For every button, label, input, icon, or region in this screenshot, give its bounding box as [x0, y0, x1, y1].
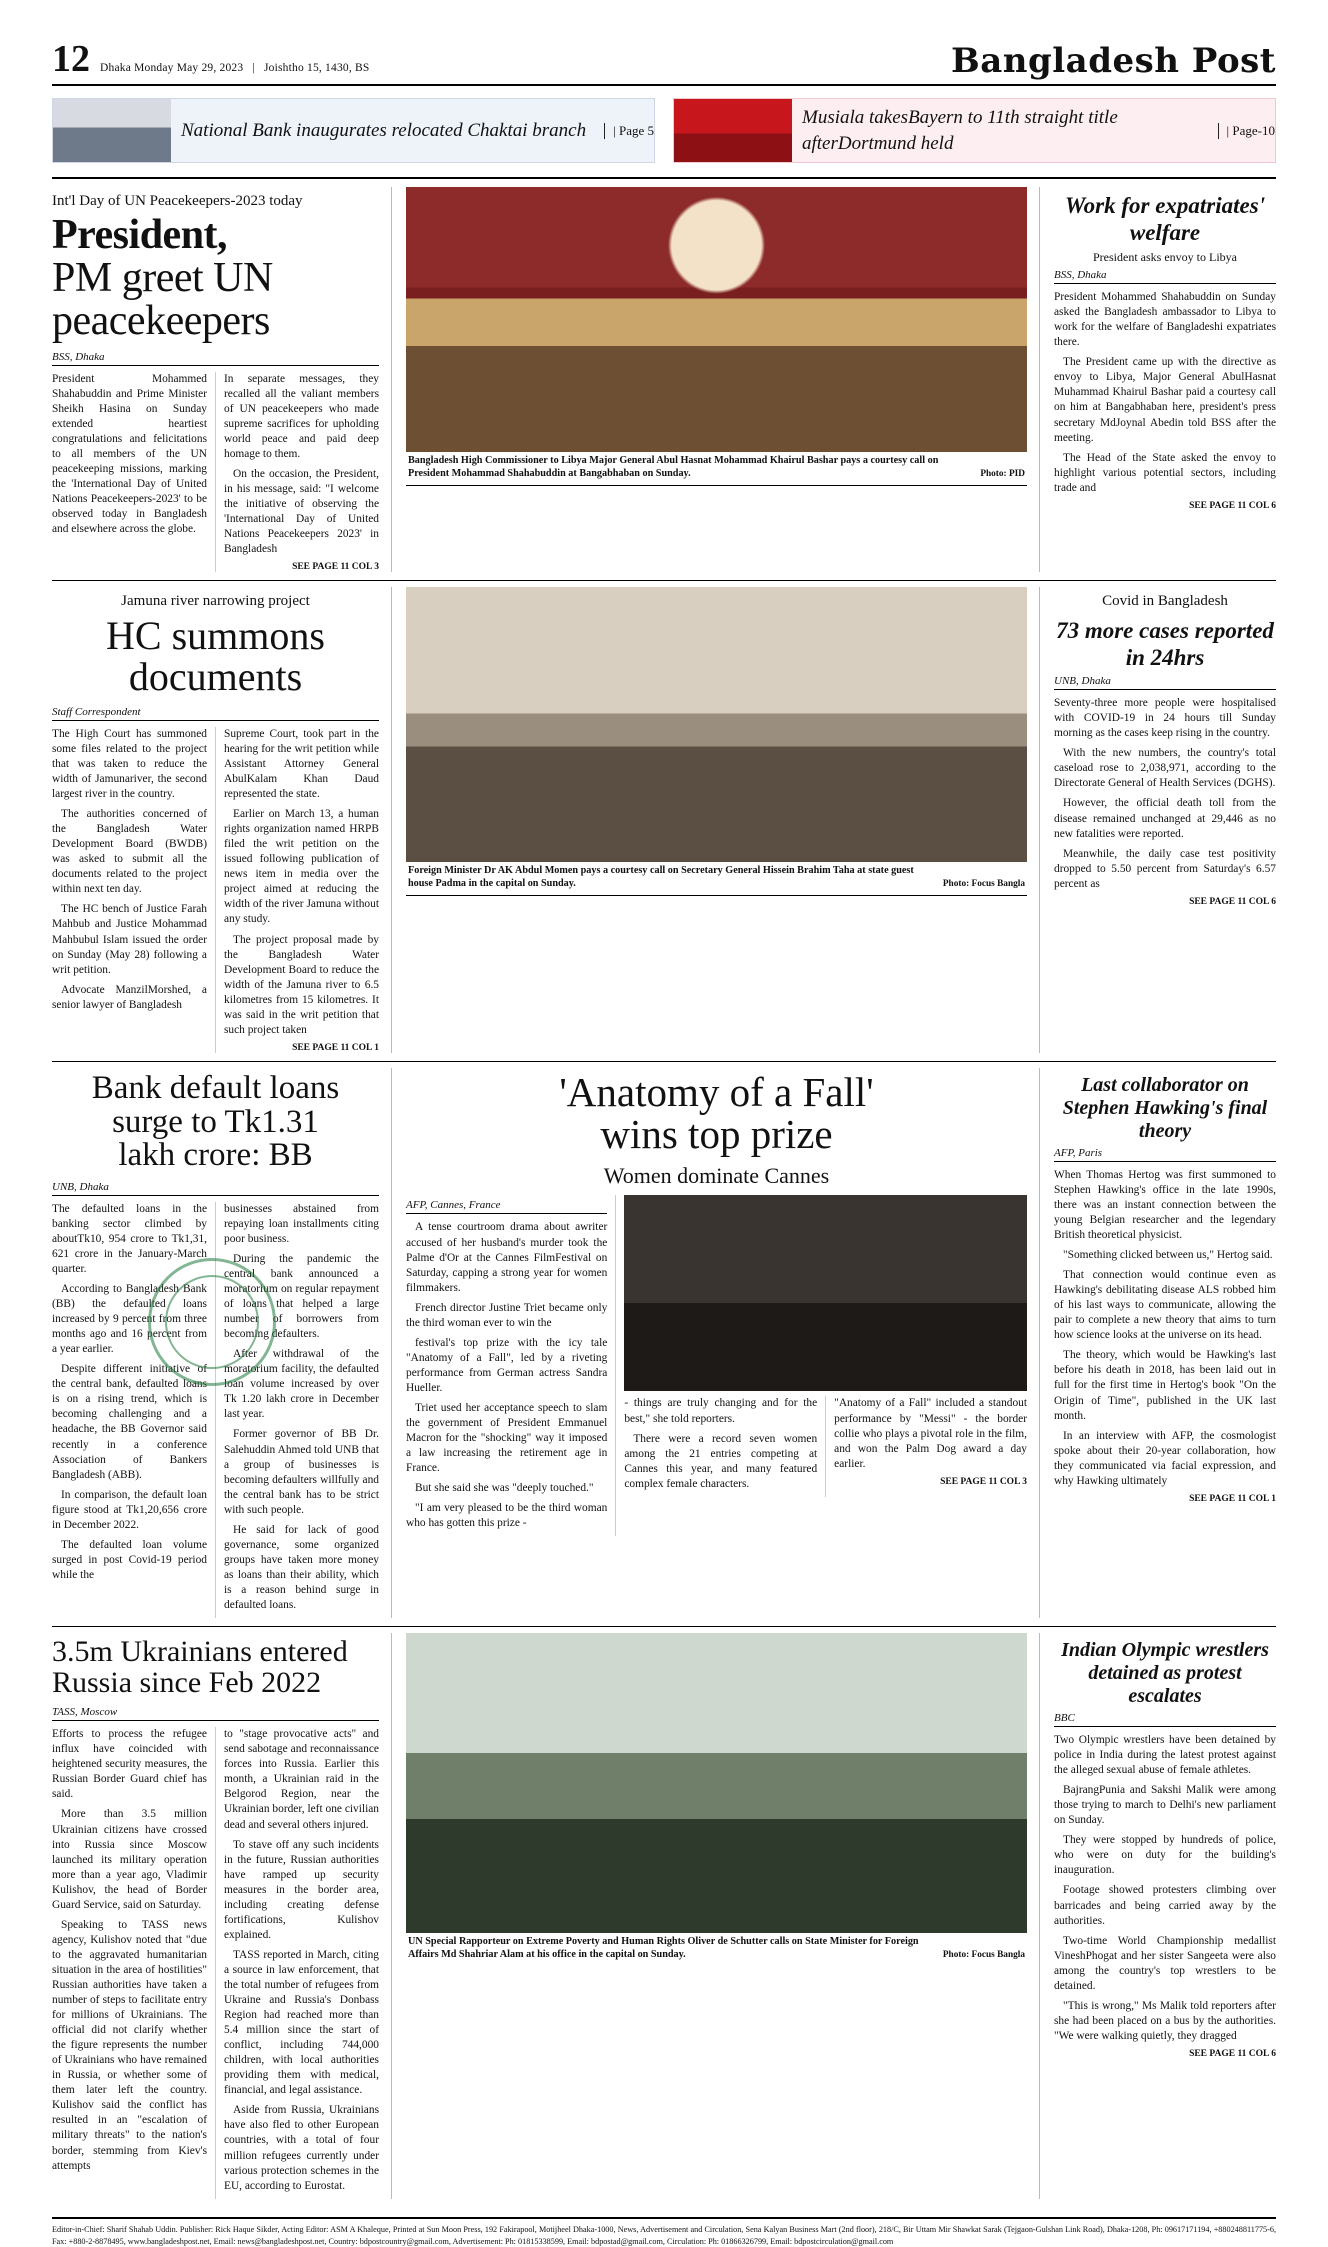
- bank-headline-line2: surge to Tk1.31: [112, 1103, 319, 1140]
- peacekeepers-headline-line3: peacekeepers: [52, 297, 270, 344]
- hawking-p2: "Something clicked between us," Hertog said.: [1063, 1249, 1273, 1262]
- photo-caption-mid-text: Foreign Minister Dr AK Abdul Momen pays a courtesy call on Secretary General Hissein Brahim Taha at state guest house Padma in the capital on Sunday.: [408, 865, 914, 890]
- hc-p7: The project proposal made by the Bangladesh Water Development Board to reduce the width of the Jamuna river to 6.5 kilometres from 15 kilometres. It was said in the writ petition that such project taken: [224, 933, 379, 1036]
- cannes-see-page[interactable]: SEE PAGE 11 COL 3: [940, 1476, 1028, 1487]
- date-separator: |: [252, 62, 255, 74]
- un-rapporteur-meeting-photo: [406, 1633, 1027, 1933]
- expatriates-subhead: President asks envoy to Libya: [1093, 250, 1237, 265]
- hc-body: [52, 727, 379, 1053]
- wrestlers-p1: Two Olympic wrestlers have been detained by police in India during the latest protest against the alleged sexual abuse of female athletes.: [1054, 1734, 1276, 1777]
- story-expatriates: [1054, 187, 1276, 572]
- peacekeepers-kicker: Int'l Day of UN Peacekeepers-2023 today: [52, 193, 303, 210]
- bank-p8: After withdrawal of the moratorium facility, the defaulted loan volume increased by over Tk 1.20 lakh crore in December last year.: [224, 1348, 379, 1421]
- cannes-right: [616, 1195, 1027, 1536]
- photo-block-top: [406, 187, 1040, 572]
- cannes-p5: But she said she was "deeply touched.": [415, 1482, 594, 1495]
- photo-credit-top: Photo: PID: [980, 469, 1025, 480]
- cannes-subhead: Women dominate Cannes: [603, 1163, 830, 1189]
- hc-col2: [216, 727, 379, 1053]
- photo-caption-bottom: [406, 1933, 1027, 1966]
- hc-p4: Advocate ManzilMorshed, a senior lawyer of Bangladesh: [52, 983, 207, 1011]
- covid-p4: Meanwhile, the daily case test positivity dropped to 5.50 percent from Saturday's 6.57 percent as: [1054, 847, 1276, 890]
- peacekeepers-headline-line2: PM greet UN: [52, 255, 273, 302]
- promo-headline-national-bank: National Bank inaugurates relocated Chaktai branch: [181, 119, 587, 141]
- wrestlers-p5: Two-time World Championship medallist VineshPhogat and her sister Sangeeta were also among the country's top wrestlers to be detained.: [1054, 1934, 1276, 1992]
- row-bottom: [52, 1626, 1276, 2207]
- story-covid: [1054, 587, 1276, 1053]
- row-top: [52, 187, 1276, 580]
- hawking-headline: Last collaborator on Stephen Hawking's final theory: [1062, 1073, 1268, 1142]
- expatriates-body: [1054, 290, 1276, 511]
- peacekeepers-p3: On the occasion, the President, in his message, said: "I welcome the initiative of observing the 'International Day of United Nations Peacekeepers 2023' in Bangladesh: [224, 468, 379, 556]
- cannes-headline: [406, 1068, 1027, 1157]
- wrestlers-headline: Indian Olympic wrestlers detained as protest escalates: [1061, 1639, 1269, 1708]
- cannes-p2: French director Justine Triet became only the third woman ever to win the: [406, 1301, 608, 1329]
- story-hc-summons: [52, 587, 392, 1053]
- bank-p5: The defaulted loan volume surged in post Covid-19 period while the: [52, 1538, 207, 1581]
- bank-p3: Despite different initiative of the central bank, defaulted loans is on a rising trend, which is becoming challenging and a headache, the BB Governor said recently in a conference Association of Bankers Bangladesh (ABB).: [52, 1363, 207, 1481]
- covid-body: [1054, 696, 1276, 907]
- hc-headline-line1: HC summons: [106, 613, 325, 659]
- peacekeepers-p2: In separate messages, they recalled all the valiant members of UN peacekeepers who made supreme sacrifices for upholding world peace and paid deep homage to them.: [224, 372, 379, 460]
- peacekeepers-col2: [216, 372, 379, 573]
- peacekeepers-body: [52, 372, 379, 573]
- photo-caption-top: [406, 452, 1027, 486]
- bangladesh-bank-logo-watermark: [148, 1258, 276, 1386]
- cannes-col3: [826, 1396, 1027, 1496]
- promo-strip: [52, 98, 1276, 179]
- expatriates-headline: Work for expatriates' welfare: [1064, 193, 1266, 245]
- hawking-p1: When Thomas Hertog was first summoned to Stephen Hawking's office in the late 1990s, there was an instant connection between the young Belgian researcher and the legendary British theoretical physicist.: [1054, 1168, 1276, 1242]
- president-envoy-photo: [406, 187, 1027, 452]
- row-second: [52, 580, 1276, 1061]
- ukrainians-headline-line1: 3.5m Ukrainians entered: [52, 1635, 348, 1669]
- hawking-body: [1054, 1168, 1276, 1504]
- expatriates-p2: The President came up with the directive as envoy to Libya, Major General AbulHasnat Muhammad Khairul Bashar paid a courtesy call on him at Bangabhaban here, president's press secretary MdJoynal Abedin told BSS after the meeting.: [1054, 356, 1276, 444]
- peacekeepers-byline: BSS, Dhaka: [52, 351, 379, 366]
- peacekeepers-headline-line1: President,: [52, 212, 228, 259]
- covid-headline: 73 more cases reported in 24hrs: [1056, 618, 1274, 670]
- cannes-p4: Triet used her acceptance speech to slam the government of President Emmanuel Macron for the "shocking" way it imposed a law increasing the retirement age in France.: [406, 1402, 608, 1475]
- ukrainians-p1: Efforts to process the refugee influx have coincided with heightened security measures, the Russian Border Guard chief has said.: [52, 1728, 207, 1801]
- covid-p2: With the new numbers, the country's total caseload rose to 2,038,971, according to the Directorate General of Health Services (DGHS).: [1054, 747, 1276, 790]
- hc-p5: Supreme Court, took part in the hearing for the writ petition while Assistant Attorney General AbulKalam Khan Daud represented the state.: [224, 727, 379, 801]
- bank-p2: According to Bangladesh Bank (BB) the defaulted loans increased by 9 percent from three months ago and 16 percent from a year earlier.: [52, 1283, 207, 1356]
- photo-credit-bottom: Photo: Focus Bangla: [942, 1949, 1025, 1960]
- hawking-p4: The theory, which would be Hawking's last before his death in 2018, has been laid out in full for the first time in Hertog's book "On the Origin of Time", published in the UK last month.: [1054, 1349, 1276, 1422]
- ukrainians-p7: Aside from Russia, Ukrainians have also fled to other European countries, with a total of four million refugees currently under various protection schemes in the EU, according to Eurostat.: [224, 2104, 379, 2192]
- expatriates-byline: BSS, Dhaka: [1054, 269, 1276, 284]
- cannes-col1: [406, 1195, 616, 1536]
- peacekeepers-p1: President Mohammed Shahabuddin and Prime Minister Sheikh Hasina on Sunday extended heartiest congratulations and felicitations to all members of the UN peacekeeping missions, marking the 'International Day of United Nations Peacekeepers-2023' to be observed today in Bangladesh and elsewhere across the globe.: [52, 372, 207, 536]
- bank-headline-line3: lakh crore: BB: [118, 1137, 313, 1174]
- hc-headline-line2: documents: [128, 654, 303, 700]
- ukrainians-p2: More than 3.5 million Ukrainian citizens have crossed into Russia since Moscow launched its military operation more than a year ago, Vladimir Kulishov, the head of Border Guard Service, said on Saturday.: [52, 1808, 207, 1911]
- hc-kicker: Jamuna river narrowing project: [121, 593, 310, 610]
- promo-text-national-bank: [171, 99, 596, 162]
- hc-p1: The High Court has summoned some files related to the project that was taken to reduce the width of Jamunariver, the second largest river in the country.: [52, 727, 207, 801]
- covid-see-page[interactable]: SEE PAGE 11 COL 6: [1189, 896, 1276, 907]
- ukrainians-p3: Speaking to TASS news agency, Kulishov noted that "due to the aggravated humanitarian situation in the area of hostilities" Russian authorities have taken a number of steps to facilitate entry for millions of Ukrainians. The official did not clarify whether the figure represents the number of Ukrainians who have remained in Russia, or whether some of them later left the country. Kulishov said the conflict has resulted in an "escalation of military threats" to the nation's border, stemming from Kiev's attempts: [52, 1918, 207, 2172]
- bank-headline-line1: Bank default loans: [91, 1069, 340, 1106]
- ukrainians-headline-line2: Russia since Feb 2022: [52, 1665, 322, 1699]
- publication-title: Bangladesh Post: [951, 41, 1276, 81]
- ukrainians-p6: TASS reported in March, citing a source in law enforcement, that the total number of refugees from Ukraine and Russia's Donbass Region had reached more than 5.4 million since the start of conflict, including 744,000 children, with local authorities providing them with medical, financial, and legal assistance.: [224, 1948, 379, 2097]
- peacekeepers-headline: [52, 214, 379, 342]
- masthead: [52, 40, 1276, 86]
- story-ukrainians: [52, 1633, 392, 2199]
- wrestlers-byline: BBC: [1054, 1712, 1276, 1727]
- wrestlers-see-page[interactable]: SEE PAGE 11 COL 6: [1189, 2048, 1276, 2059]
- cannes-winner-photo: [624, 1195, 1027, 1391]
- bank-p4: In comparison, the default loan figure stood at Tk1,20,656 crore in December 2022.: [52, 1488, 207, 1531]
- masthead-date: [100, 62, 369, 78]
- bank-headline: [52, 1069, 379, 1174]
- photo-block-bottom: [406, 1633, 1040, 2199]
- hc-headline: [52, 613, 379, 700]
- covid-p1: Seventy-three more people were hospitalised with COVID-19 in 24 hours till Sunday morning as the cases keep rising in the country.: [1054, 697, 1276, 740]
- hc-p6: Earlier on March 13, a human rights organization named HRPB filed the writ petition on the issued following publication of news item in media over the project aimed at reducing the width of the river Jamuna without any study.: [224, 808, 379, 926]
- covid-kicker: Covid in Bangladesh: [1102, 593, 1228, 610]
- cannes-headline-line2: wins top prize: [600, 1110, 833, 1157]
- hawking-byline: AFP, Paris: [1054, 1147, 1276, 1162]
- promo-photo-bayern: [674, 99, 792, 162]
- peacekeepers-see-page[interactable]: SEE PAGE 11 COL 3: [292, 562, 379, 573]
- wrestlers-p2: BajrangPunia and Sakshi Malik were among those trying to march to Delhi's new parliament on Sunday.: [1054, 1784, 1276, 1827]
- cannes-p1: A tense courtroom drama about awriter accused of her husband's murder took the Palme d'Or at the Cannes FilmFestival on Saturday, capping a strong year for women filmmakers.: [406, 1221, 608, 1294]
- hawking-p3: That connection would continue even as Hawking's debilitating disease ALS robbed him of his last ways to communicate, allowing the pair to complete a new theory that aims to turn how science looks at the universe on its head.: [1054, 1269, 1276, 1342]
- hc-p2: The authorities concerned of the Bangladesh Water Development Board (BWDB) was asked to submit all the documents related to the project within next ten day.: [52, 808, 207, 896]
- gregorian-date: Dhaka Monday May 29, 2023: [100, 62, 244, 74]
- promo-item-bayern[interactable]: [673, 98, 1276, 163]
- bank-p10: He said for lack of good governance, some organized groups have taken more money as loans than their ability, which is a reason behind surge in defaulted loans.: [224, 1523, 379, 1611]
- covid-byline: UNB, Dhaka: [1054, 675, 1276, 690]
- cannes-p7: - things are truly changing and for the best," she told reporters.: [624, 1397, 818, 1425]
- peacekeepers-col1: [52, 372, 216, 573]
- story-cannes: [406, 1068, 1040, 1618]
- hc-see-page[interactable]: SEE PAGE 11 COL 1: [292, 1042, 379, 1053]
- promo-text-bayern: [792, 99, 1210, 162]
- photo-caption-mid: [406, 862, 1027, 896]
- cannes-p9: "Anatomy of a Fall" included a standout performance by "Messi" - the border collie who plays a pivotal role in the film, and won the Palm Dog award a day earlier.: [834, 1397, 1028, 1470]
- ukrainians-p4: to "stage provocative acts" and send sabotage and reconnaissance forces into Russia. Earlier this month, a Ukrainian raid in the Belgorod Region, near the Ukrainian border, left one civilian dead and several others injured.: [224, 1728, 379, 1831]
- promo-item-national-bank[interactable]: [52, 98, 655, 163]
- cannes-col2: [624, 1396, 826, 1496]
- cannes-p8: There were a record seven women among the 21 entries competing at Cannes this year, and many featured complex female characters.: [624, 1432, 818, 1490]
- bank-p9: Former governor of BB Dr. Salehuddin Ahmed told UNB that a group of businesses is becoming defaulters willfully and the central bank has to be strict with such people.: [224, 1428, 379, 1516]
- page-number: 12: [52, 38, 90, 80]
- wrestlers-body: [1054, 1733, 1276, 2059]
- bank-p1: The defaulted loans in the banking sector climbed by aboutTk10, 954 crore to Tk1,31, 621 crore in the January-March quarter.: [52, 1202, 207, 1276]
- masthead-left: [52, 40, 369, 78]
- photo-caption-top-text: Bangladesh High Commissioner to Libya Major General Abul Hasnat Mohammad Khairul Bashar pays a courtesy call on President Mohammad Shahabuddin at Bangabhaban on Sunday.: [408, 455, 939, 480]
- cannes-headline-line1: 'Anatomy of a Fall': [559, 1068, 874, 1115]
- bank-byline: UNB, Dhaka: [52, 1181, 379, 1196]
- expatriates-p3: The Head of the State asked the envoy to highlight various potential sectors, including trade and: [1054, 451, 1276, 494]
- promo-page-ref-national-bank[interactable]: | Page 5: [604, 123, 654, 139]
- cannes-p3: festival's top prize with the icy tale "Anatomy of a Fall", led by a riveting performance from German actress Sandra Hueller.: [406, 1336, 608, 1394]
- photo-caption-bottom-text: UN Special Rapporteur on Extreme Poverty and Human Rights Oliver de Schutter calls on State Minister for Foreign Affairs Md Shahriar Alam at his office in the capital on Sunday.: [408, 1936, 919, 1960]
- story-bank-loans: [52, 1068, 392, 1618]
- wrestlers-p3: They were stopped by hundreds of police, who were on duty for the building's inauguration.: [1054, 1834, 1276, 1877]
- photo-credit-mid: Photo: Focus Bangla: [942, 879, 1025, 890]
- cannes-p6: "I am very pleased to be the third woman who has gotten this prize -: [406, 1502, 608, 1530]
- story-peacekeepers: [52, 187, 392, 572]
- expatriates-p1: President Mohammed Shahabuddin on Sunday asked the Bangladesh ambassador to Libya to work for the welfare of Bangladeshi expatriates there.: [1054, 291, 1276, 349]
- foreign-minister-meeting-photo: [406, 587, 1027, 862]
- ukrainians-col2: [216, 1727, 379, 2198]
- bank-p6: businesses abstained from repaying loan installments citing poor business.: [224, 1202, 379, 1245]
- hc-col1: [52, 727, 216, 1053]
- wrestlers-p4: Footage showed protesters climbing over barricades and being carried away by the authorities.: [1054, 1884, 1276, 1927]
- bangla-date: Joishtho 15, 1430, BS: [263, 62, 370, 74]
- photo-block-mid: [406, 587, 1040, 1053]
- hawking-see-page[interactable]: SEE PAGE 11 COL 1: [1189, 1493, 1276, 1504]
- row-third: [52, 1061, 1276, 1626]
- ukrainians-col1: [52, 1727, 216, 2198]
- cannes-byline: AFP, Cannes, France: [406, 1199, 607, 1214]
- ukrainians-body: [52, 1727, 379, 2198]
- bank-p7: During the pandemic the central bank announced a moratorium on regular repayment of loans that helped a large number of borrowers from becoming defaulters.: [224, 1252, 379, 1341]
- ukrainians-byline: TASS, Moscow: [52, 1706, 379, 1721]
- hc-p3: The HC bench of Justice Farah Mahbub and Justice Mohammad Mahbubul Islam issued the order on Sunday (May 28) following a writ petition.: [52, 903, 207, 976]
- imprint-footer: Editor-in-Chief: Sharif Shahab Uddin. Publisher: Rick Haque Sikder, Acting Editor: ASM A Khaleque, Printed at Sun Moon Press, 192 Fakirapool, Motijheel Dhaka-1000, News, Advertisement and Circulation, Sena Kalyan Business Mart (2nd floor), 218/C, Bir Uttam Mir Shawkat Sarak (Tejgaon-Gulshan Link Road), Dhaka-1208, Ph: 09617171194, +880248811775-6, Fax: +880-2-8878495, www.bangladeshpost.net, Email: news@bangladeshpost.net, Country: bdpostcountry@gmail.com, Advertisement: Ph: 01815338599, Email: bdpostad@gmail.com, Circulation: Ph: 01866326799, Email: bdpostcirculation@gmail.com: [52, 2217, 1276, 2247]
- promo-headline-bayern: Musiala takesBayern to 11th straight title afterDortmund held: [802, 107, 1118, 154]
- expatriates-see-page[interactable]: SEE PAGE 11 COL 6: [1189, 500, 1276, 511]
- ukrainians-headline: [52, 1637, 379, 1698]
- wrestlers-p6: "This is wrong," Ms Malik told reporters after she had been placed on a bus by the authorities. "We were walking quietly, they dragged: [1054, 1999, 1276, 2042]
- hc-byline: Staff Correspondent: [52, 706, 379, 721]
- ukrainians-p5: To stave off any such incidents in the future, Russian authorities have ramped up security measures in the border area, including creating defense fortifications, Kulishov explained.: [224, 1838, 379, 1941]
- covid-p3: However, the official death toll from the disease remained unchanged at 29,446 as no new fatalities were reported.: [1054, 797, 1276, 840]
- cannes-lower-cols: [624, 1396, 1027, 1496]
- cannes-body: [406, 1195, 1027, 1536]
- promo-photo-national-bank: [53, 99, 171, 162]
- promo-page-ref-bayern[interactable]: | Page-10: [1218, 123, 1275, 139]
- hawking-p5: In an interview with AFP, the cosmologist spoke about their 20-year collaboration, how they communicated via facial expression, and why Hawking ultimately: [1054, 1429, 1276, 1487]
- story-hawking: [1054, 1068, 1276, 1618]
- story-wrestlers: [1054, 1633, 1276, 2199]
